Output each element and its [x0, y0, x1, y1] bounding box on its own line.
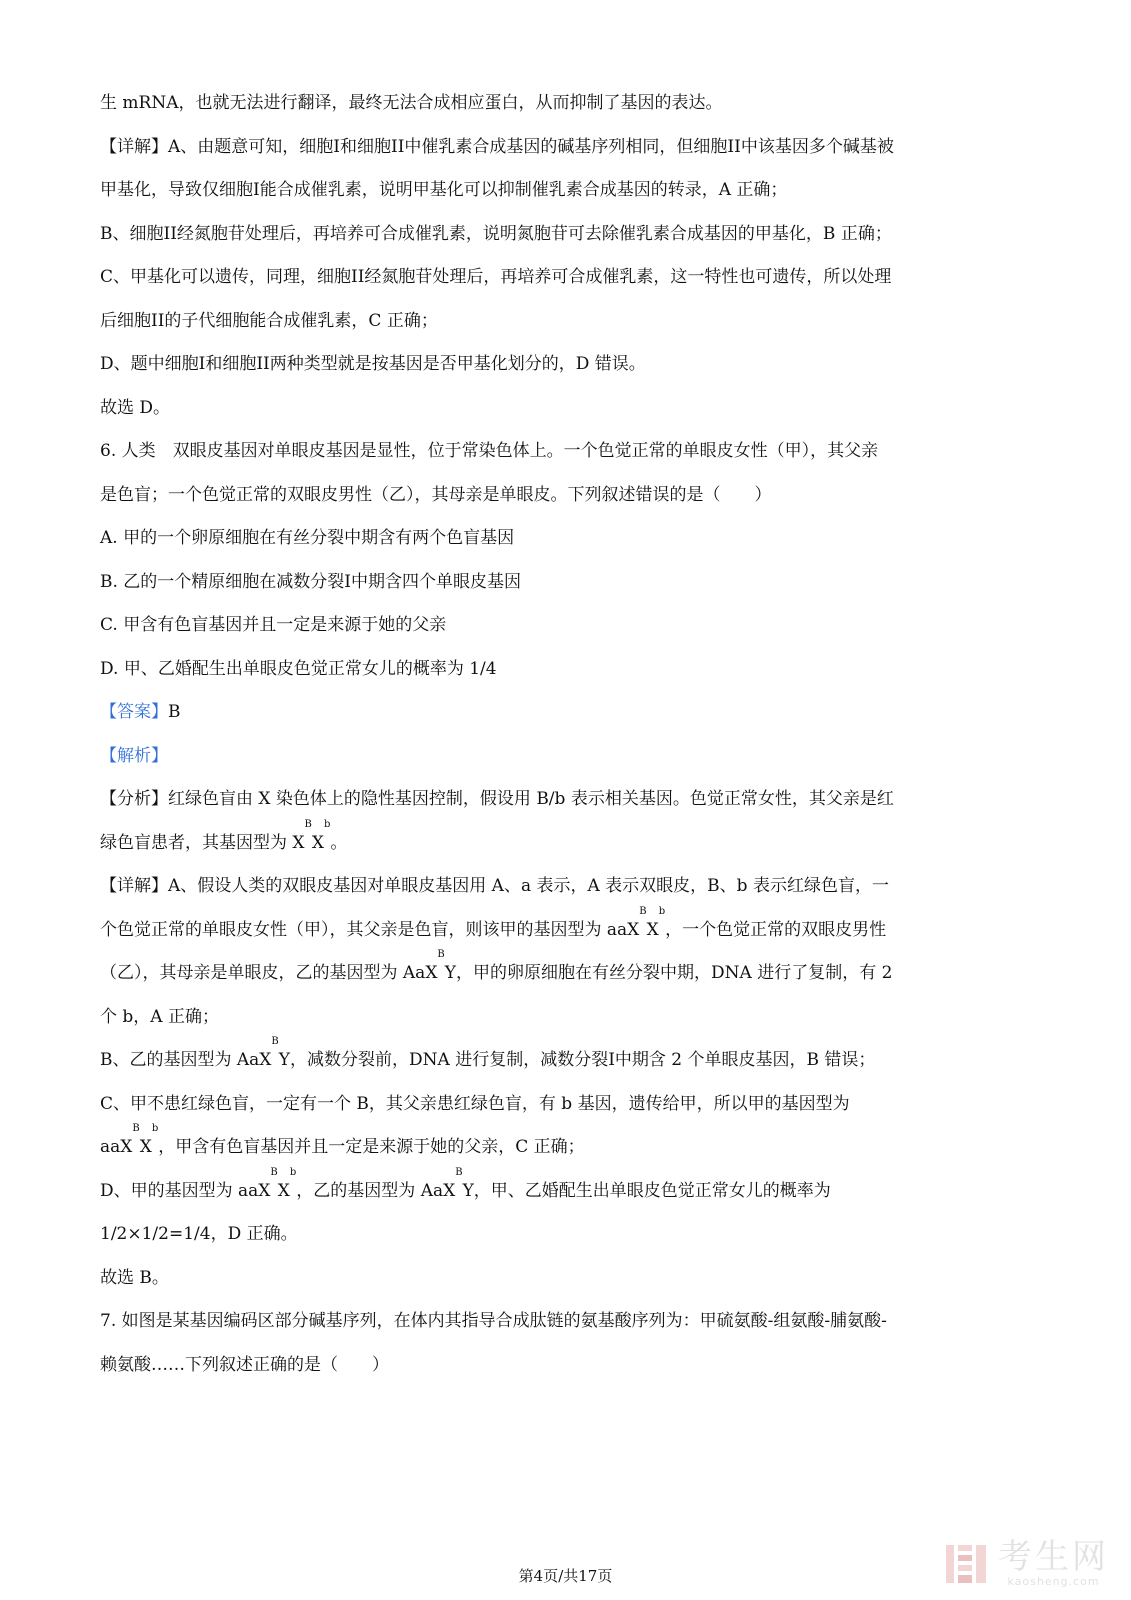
text-line	[100, 905, 1040, 953]
text-run: X	[277, 1180, 290, 1201]
text-line	[100, 256, 1040, 300]
superscript: B	[270, 1166, 278, 1178]
text-run: D、甲的基因型为 aaX	[100, 1180, 271, 1201]
text-run: C、甲不患红绿色盲，一定有一个 B，其父亲患红绿色盲，有 b 基因，遗传给甲，所以甲的基因型为	[100, 1093, 850, 1114]
superscript: B	[455, 1166, 463, 1178]
watermark	[944, 1539, 1109, 1588]
text-line	[100, 865, 1040, 909]
text-line	[100, 949, 1040, 996]
text-run: B. 乙的一个精原细胞在减数分裂Ⅰ中期含四个单眼皮基因	[100, 571, 522, 592]
text-run: A. 甲的一个卵原细胞在有丝分裂中期含有两个色盲基因	[100, 528, 515, 548]
text-line	[100, 300, 1040, 344]
text-line	[100, 778, 1040, 822]
superscript: B	[639, 905, 647, 917]
text-line	[100, 1036, 1040, 1083]
text-run: X	[311, 832, 324, 853]
text-run: aaX	[100, 1137, 133, 1157]
text-run: 【分析】红绿色盲由 X 染色体上的隐性基因控制，假设用 B/b 表示相关基因。色觉正常女性，其父亲是红	[100, 789, 894, 809]
text-line	[100, 517, 1040, 561]
text-run: B	[168, 702, 181, 722]
superscript: B	[437, 949, 445, 960]
text-run: B、乙的基因型为 AaX	[100, 1050, 272, 1070]
watermark-text: 考生网	[998, 1537, 1109, 1577]
text-line	[100, 1123, 1040, 1170]
text-run: 7. 如图是某基因编码区部分碱基序列，在体内其指导合成肽链的氨基酸序列为：甲硫氨酸-组氨酸-脯氨酸-	[100, 1311, 887, 1331]
text-run: Y，甲的卵原细胞在有丝分裂中期，DNA 进行了复制，有 2	[444, 963, 893, 983]
text-line	[100, 691, 1040, 735]
text-line	[100, 996, 1040, 1040]
text-line	[100, 126, 1040, 170]
text-run: 【详解】A、假设人类的双眼皮基因对单眼皮基因用 A、a 表示，A 表示双眼皮，B、b 表示红绿色盲，一	[100, 876, 889, 896]
section-label: 【解析】	[100, 745, 168, 766]
text-line	[100, 1083, 1040, 1127]
superscript: B	[304, 818, 312, 830]
text-run: X	[139, 1137, 152, 1157]
text-line	[100, 735, 1040, 779]
text-run: C. 甲含有色盲基因并且一定是来源于她的父亲	[100, 615, 447, 635]
text-run: ，乙的基因型为 AaX	[296, 1180, 456, 1201]
text-line	[100, 1344, 1040, 1388]
superscript: b	[323, 818, 331, 830]
text-run: 是色盲；一个色觉正常的双眼皮男性（乙），其母亲是单眼皮。下列叙述错误的是（ ）	[100, 484, 772, 505]
text-run: D、题中细胞I和细胞II两种类型就是按基因是否甲基化划分的，D 错误。	[100, 354, 646, 374]
text-run: X	[646, 919, 659, 940]
text-run: 故选 B。	[100, 1267, 169, 1288]
text-run: 赖氨酸……下列叙述正确的是（ ）	[100, 1354, 389, 1375]
section-label: 【答案】	[100, 702, 168, 722]
document-body	[100, 82, 1040, 1387]
text-run: 。	[330, 832, 348, 853]
text-line	[100, 82, 1040, 126]
text-run: Y，减数分裂前，DNA 进行复制，减数分裂Ⅰ中期含 2 个单眼皮基因，B 错误；	[278, 1050, 876, 1070]
text-line	[100, 1213, 1040, 1257]
text-line	[100, 561, 1040, 605]
superscript: B	[132, 1123, 140, 1134]
kaosheng-logo-icon	[944, 1541, 990, 1587]
text-line	[100, 818, 1040, 866]
text-line	[100, 604, 1040, 648]
watermark-url: kaosheng.com	[1007, 1575, 1100, 1588]
text-run: 【详解】A、由题意可知，细胞I和细胞II中催乳素合成基因的碱基序列相同，但细胞II中该基因多个碱基被	[100, 136, 894, 157]
text-run: ，甲含有色盲基因并且一定是来源于她的父亲，C 正确；	[158, 1137, 585, 1157]
text-run: D. 甲、乙婚配生出单眼皮色觉正常女儿的概率为 1/4	[100, 658, 497, 679]
text-line	[100, 387, 1040, 431]
text-run: 6. 人类 双眼皮基因对单眼皮基因是显性，位于常染色体上。一个色觉正常的单眼皮女性（甲），其父亲	[100, 441, 879, 461]
text-run: 个 b，A 正确；	[100, 1006, 219, 1027]
text-run: 故选 D。	[100, 397, 171, 418]
superscript: b	[289, 1166, 297, 1178]
text-line	[100, 1257, 1040, 1301]
text-line	[100, 213, 1040, 257]
text-line	[100, 343, 1040, 387]
text-run: Y，甲、乙婚配生出单眼皮色觉正常女儿的概率为	[462, 1180, 831, 1201]
text-run: 个色觉正常的单眼皮女性（甲），其父亲是色盲，则该甲的基因型为 aaX	[100, 919, 640, 940]
text-line	[100, 474, 1040, 518]
text-run: 生 mRNA，也就无法进行翻译，最终无法合成相应蛋白，从而抑制了基因的表达。	[100, 93, 723, 113]
superscript: b	[151, 1123, 159, 1134]
text-run: 1/2×1/2=1/4，D 正确。	[100, 1224, 298, 1244]
text-line	[100, 1300, 1040, 1344]
text-run: 甲基化，导致仅细胞I能合成催乳素，说明甲基化可以抑制催乳素合成基因的转录，A 正确；	[100, 180, 788, 200]
text-run: B、细胞II经氮胞苷处理后，再培养可合成催乳素，说明氮胞苷可去除催乳素合成基因的甲基化，B 正确；	[100, 223, 892, 244]
superscript: b	[658, 905, 666, 917]
text-line	[100, 648, 1040, 692]
text-line	[100, 169, 1040, 213]
text-run: C、甲基化可以遗传，同理，细胞II经氮胞苷处理后，再培养可合成催乳素，这一特性也可遗传，所以处理	[100, 267, 892, 287]
text-line	[100, 430, 1040, 474]
text-run: 后细胞II的子代细胞能合成催乳素，C 正确；	[100, 310, 438, 331]
text-run: ，一个色觉正常的双眼皮男性	[665, 919, 887, 940]
text-run: （乙），其母亲是单眼皮，乙的基因型为 AaX	[100, 963, 438, 983]
superscript: B	[271, 1036, 279, 1047]
page-number: 第4页/共17页	[518, 1567, 613, 1585]
text-line	[100, 1166, 1040, 1214]
text-run: 绿色盲患者，其基因型为 X	[100, 832, 305, 853]
